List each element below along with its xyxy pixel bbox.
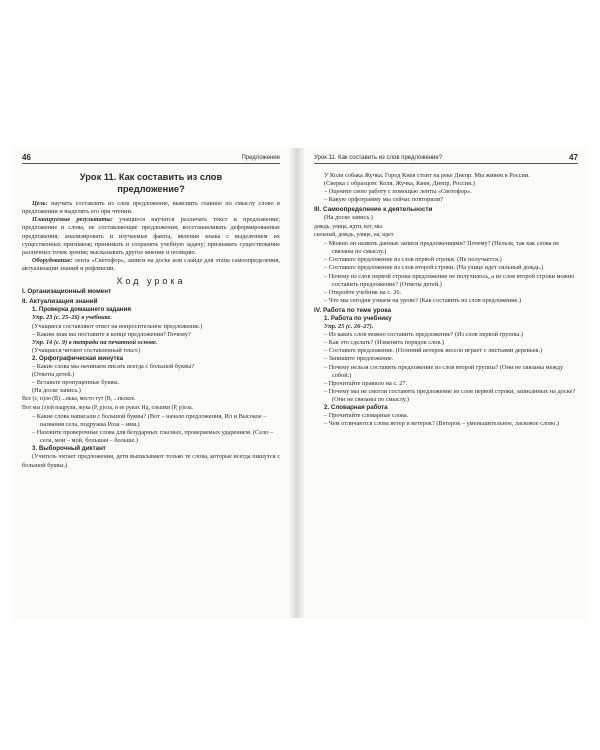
text-line: (Учащиеся составляют ответ на вопросительное предложение.) — [32, 322, 203, 330]
goal-paragraph: Цель: научить составлять из слов предложение, выяснить главное по смыслу слово в предложении и выделять его при чтении. — [22, 200, 280, 216]
text-line: (На доске запись.) — [32, 387, 81, 395]
exercise-line: Упр. 14 (с. 9) в тетради на печатной основе. — [32, 338, 158, 346]
text-line: (Учащиеся читают составленный текст.) — [32, 346, 141, 354]
exercise-line: Упр. 23 (с. 25–26) в учебнике. — [32, 314, 113, 322]
text-line: (Учитель читает предложения, дети выписывают только те слова, которые всегда пишутся с большой буквы.) — [22, 453, 280, 469]
question-line: – Составьте предложение из слов второй строки. (На улице идет сильный дождь.) — [324, 264, 544, 272]
question-line: – Какие слова написали с большой буквы? (Вот – начало предложения, Ил и Высокое – названия села, подружка Роза – имя.) — [32, 412, 267, 429]
question-line: – Вставьте пропущенные буквы. — [32, 379, 120, 387]
question-line: – Оцените свою работу с помощью ленты «Светофор». — [324, 188, 472, 196]
right-running-head — [314, 154, 578, 164]
subsection-heading: 1. Проверка домашнего задания — [32, 306, 131, 314]
question-line: – Почему нельзя составить предложение из слов второй группы? (Они не связаны между собой.) — [324, 363, 564, 379]
section-heading: I. Организационный момент — [22, 288, 112, 296]
question-line: – Можно ли назвать данные записи предложениями? Почему? (Нельзя, так как слова не связаны по смыслу.) — [324, 240, 560, 256]
question-line: – Откройте учебник на с. 26. — [324, 288, 402, 296]
board-line: сильный, дождь, улице, на, идет — [314, 232, 394, 239]
question-line: – Какие слова мы начинаем писать всегда с большой буквы? — [32, 362, 195, 370]
question-line: – Прочитайте правило на с. 27. — [324, 379, 408, 387]
text-line: У Коли собака Жучка. Город Киев стоит на реке Днепр. Мы живем в России. — [324, 172, 530, 179]
board-line: Вот мы (з)ой пацрули, жука (Р, р)оза, и ее руках Ид, ольшки (Р, р)оза. — [22, 405, 193, 412]
question-line: – Запишите предложение. — [324, 355, 394, 363]
section-heading: IV. Работа по теме урока — [314, 306, 392, 314]
question-line: – Какую орфограмму мы сейчас повторили? — [324, 196, 443, 204]
left-running-head — [22, 154, 280, 164]
question-line: – Составьте предложение. (Осенний ветерок весело играет с листьями деревьев.) — [324, 347, 543, 355]
board-line: Все (с, н)ло (В) ...нька, место тут (В, ...ньское. — [22, 396, 136, 403]
board-line: дождь, улица, идти, кот, мы — [314, 223, 382, 230]
question-line: – Составьте предложение из слов первой строки. (Не получается.) — [324, 256, 502, 264]
question-line: – Что мы сегодня узнаем на уроке? (Как составить из слов предложение.) — [324, 296, 522, 304]
left-page-number: 46 — [22, 152, 31, 162]
book-spread — [12, 148, 588, 618]
text-line: (Сверка с образцом: Коля, Жучка, Киев, Днепр, Россия.) — [324, 180, 475, 188]
text-line: (На доске запись.) — [324, 214, 373, 222]
right-header-text: Урок 11. Как составить из слов предложение? — [314, 154, 443, 161]
section-heading: III. Самоопределение к деятельности — [314, 206, 433, 214]
text-line: (Ответы детей.) — [32, 371, 75, 379]
lesson-title: Урок 11. Как составить из слов предложение? — [79, 172, 223, 194]
right-page — [304, 148, 588, 618]
equipment-paragraph: Оборудование: лента «Светофор», записи на доске или слайде для этапа самоопределения, актуализации знаний и рефлексии. — [22, 256, 280, 272]
question-line: – Как это сделать? (Изменить порядок слов.) — [324, 339, 444, 347]
question-line: – Чем отличаются слова ветер и ветерок? (Ветерок – уменьшительное, ласковое слово.) — [324, 420, 559, 428]
left-header-text: Предложение — [241, 154, 280, 161]
subsection-heading: 2. Словарная работа — [324, 404, 388, 412]
course-title: Ход урока — [116, 276, 186, 287]
subsection-heading: 1. Работа по учебнику — [324, 315, 392, 322]
question-line: – Почему мы не смогли составить предложение из слов первой строки, записанных на доске? (Они не связаны по смыслу.) — [324, 387, 576, 403]
question-line: – Из каких слов можно составить предложение? (Из слов первой группы.) — [324, 331, 524, 339]
right-page-number: 47 — [569, 152, 578, 162]
section-heading: II. Актуализация знаний — [22, 298, 98, 306]
exercise-line: Упр. 25 (с. 26–27). — [324, 323, 374, 331]
question-line: – Прочитайте словарные слова. — [324, 412, 409, 420]
book-gutter — [290, 148, 304, 618]
question-line: – Назовите проверочные слова для безударных гласных, проверяемых ударением. (Село – села, мои – мой, большая – больше.) — [32, 429, 274, 445]
question-line: – Почему из слов первой строки предложение не получилось, а из слов второй строки можно составить предложение? (Ответы детей.) — [324, 272, 575, 288]
subsection-heading: 3. Выборочный диктант — [32, 445, 106, 453]
subsection-heading: 2. Орфографическая минутка — [32, 354, 124, 362]
results-paragraph: Планируемые результаты: учащиеся научатся различать текст и предложение; предложение и слова, не составляющие предложения; восстанавливать деформированные предложения; анализировать и изучаемые факты, явления языка с выделением их существенных признаков; принимать и сохранять учебную задачу; признавать существование различных точек зрения; высказывать другое мнение и позицию. — [22, 216, 280, 256]
question-line: – Каким знак вы поставите в конце предложения? Почему? — [32, 330, 191, 338]
left-page — [12, 148, 290, 618]
